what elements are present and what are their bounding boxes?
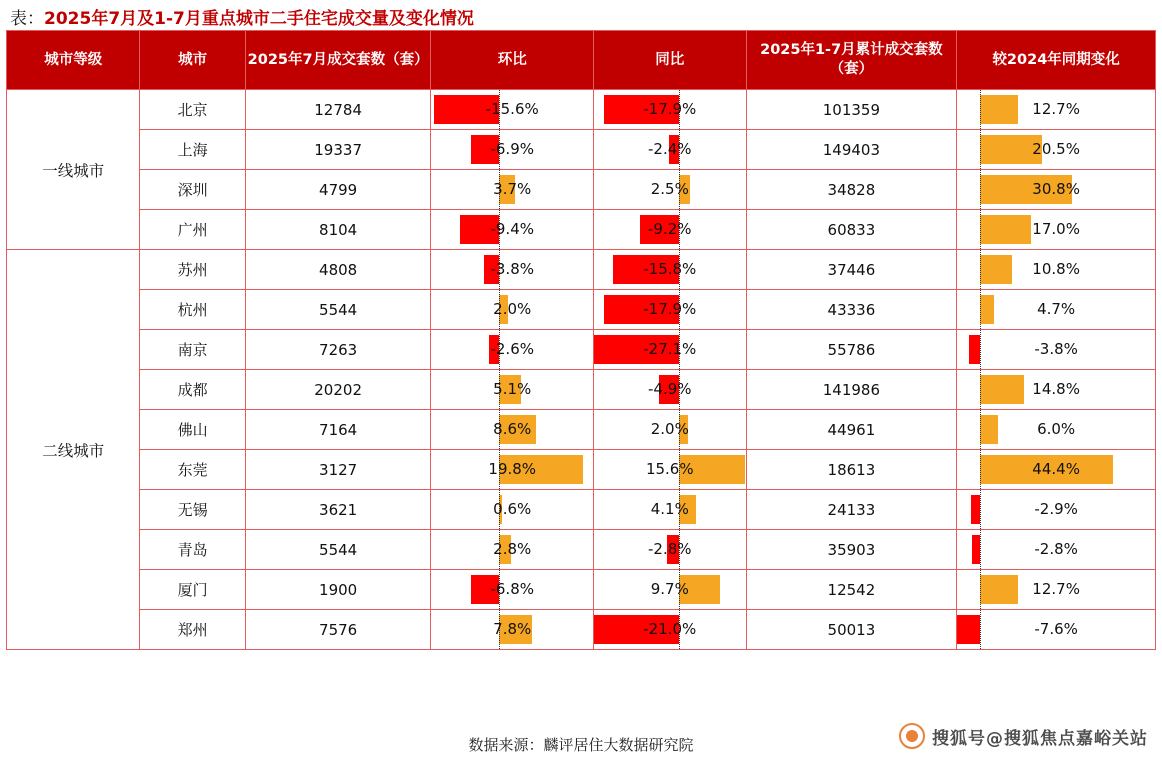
table-row [7, 410, 1156, 450]
table-row [7, 290, 1156, 330]
july-volume-cell: 7576 [245, 610, 431, 650]
cumulative-change-cell [957, 330, 1156, 370]
cumulative-volume-cell: 101359 [746, 90, 957, 130]
yoy-cell-label: -4.9% [648, 380, 692, 398]
yoy-cell [594, 570, 747, 610]
cumulative-change-cell-label: -7.6% [1034, 620, 1078, 638]
mom-cell-label: 2.8% [493, 540, 532, 558]
city-cell: 成都 [140, 370, 245, 410]
yoy-cell [594, 610, 747, 650]
table-row [7, 530, 1156, 570]
yoy-cell [594, 490, 747, 530]
cumulative-change-cell-label: -2.9% [1034, 500, 1078, 518]
title-prefix: 表： [10, 8, 44, 29]
july-volume-cell: 3127 [245, 450, 431, 490]
cumulative-change-cell [957, 170, 1156, 210]
cumulative-volume-cell: 60833 [746, 210, 957, 250]
table-header-row [7, 31, 1156, 90]
cumulative-change-cell [957, 250, 1156, 290]
yoy-cell [594, 370, 747, 410]
cumulative-volume-cell: 37446 [746, 250, 957, 290]
mom-cell [431, 490, 594, 530]
july-volume-cell: 7263 [245, 330, 431, 370]
mom-cell-label: 5.1% [493, 380, 532, 398]
cumulative-change-cell [957, 530, 1156, 570]
table-row [7, 170, 1156, 210]
cumulative-change-cell-label: 10.8% [1032, 260, 1080, 278]
yoy-cell [594, 530, 747, 570]
yoy-cell [594, 410, 747, 450]
yoy-cell-label: 4.1% [650, 500, 689, 518]
cumulative-change-cell [957, 410, 1156, 450]
july-volume-cell: 20202 [245, 370, 431, 410]
city-cell: 深圳 [140, 170, 245, 210]
city-cell: 厦门 [140, 570, 245, 610]
table-row [7, 90, 1156, 130]
cumulative-change-cell [957, 290, 1156, 330]
mom-cell [431, 610, 594, 650]
cumulative-change-cell-label: 12.7% [1032, 580, 1080, 598]
city-cell: 北京 [140, 90, 245, 130]
yoy-cell [594, 450, 747, 490]
mom-cell-label: -15.6% [485, 100, 539, 118]
mom-cell [431, 170, 594, 210]
mom-cell [431, 130, 594, 170]
yoy-cell-label: -17.9% [643, 300, 697, 318]
cumulative-volume-cell: 12542 [746, 570, 957, 610]
yoy-cell [594, 170, 747, 210]
sohu-logo-icon [899, 723, 925, 749]
cumulative-change-cell-label: -3.8% [1034, 340, 1078, 358]
city-cell: 南京 [140, 330, 245, 370]
col-header-july-volume: 2025年7月成交套数（套） [245, 31, 431, 90]
yoy-cell-label: -9.2% [648, 220, 692, 238]
mom-cell [431, 330, 594, 370]
cumulative-volume-cell: 44961 [746, 410, 957, 450]
col-header-cumulative-volume: 2025年1-7月累计成交套数（套） [746, 31, 957, 90]
data-table [6, 30, 1156, 650]
table-row [7, 450, 1156, 490]
col-header-city: 城市 [140, 31, 245, 90]
col-header-mom: 环比 [431, 31, 594, 90]
table-row [7, 570, 1156, 610]
cumulative-change-cell-label: 12.7% [1032, 100, 1080, 118]
mom-cell [431, 370, 594, 410]
mom-cell-label: 7.8% [493, 620, 532, 638]
july-volume-cell: 5544 [245, 530, 431, 570]
cumulative-change-cell [957, 490, 1156, 530]
mom-cell-label: -6.9% [490, 140, 534, 158]
mom-cell-label: -2.6% [490, 340, 534, 358]
tier-cell: 一线城市 [7, 90, 140, 250]
city-cell: 上海 [140, 130, 245, 170]
cumulative-change-cell [957, 450, 1156, 490]
mom-cell [431, 290, 594, 330]
july-volume-cell: 8104 [245, 210, 431, 250]
cumulative-volume-cell: 35903 [746, 530, 957, 570]
cumulative-change-cell [957, 370, 1156, 410]
yoy-cell-label: 15.6% [645, 460, 694, 478]
mom-cell-label: -3.8% [490, 260, 534, 278]
cumulative-volume-cell: 43336 [746, 290, 957, 330]
mom-cell-label: 8.6% [493, 420, 532, 438]
cumulative-change-cell-label: 17.0% [1032, 220, 1080, 238]
yoy-cell-label: -21.0% [643, 620, 697, 638]
mom-cell-label: 19.8% [488, 460, 537, 478]
table-body [7, 90, 1156, 650]
cumulative-volume-cell: 141986 [746, 370, 957, 410]
cumulative-change-cell [957, 570, 1156, 610]
yoy-cell-label: -17.9% [643, 100, 697, 118]
yoy-cell [594, 90, 747, 130]
yoy-cell [594, 210, 747, 250]
mom-cell-label: 0.6% [493, 500, 532, 518]
july-volume-cell: 4808 [245, 250, 431, 290]
yoy-cell-label: -27.1% [643, 340, 697, 358]
mom-cell [431, 450, 594, 490]
city-cell: 郑州 [140, 610, 245, 650]
table-row [7, 330, 1156, 370]
watermark-text: 搜狐号@搜狐焦点嘉峪关站 [932, 728, 1148, 749]
mom-cell [431, 530, 594, 570]
cumulative-change-cell [957, 90, 1156, 130]
col-header-tier: 城市等级 [7, 31, 140, 90]
watermark [899, 723, 1148, 749]
city-cell: 广州 [140, 210, 245, 250]
mom-cell [431, 210, 594, 250]
table-row [7, 370, 1156, 410]
city-cell: 苏州 [140, 250, 245, 290]
tier-cell: 二线城市 [7, 250, 140, 650]
yoy-cell-label: -15.8% [643, 260, 697, 278]
mom-cell [431, 250, 594, 290]
col-header-yoy-cumulative: 较2024年同期变化 [957, 31, 1156, 90]
yoy-cell-label: 2.0% [650, 420, 689, 438]
yoy-cell [594, 290, 747, 330]
city-cell: 无锡 [140, 490, 245, 530]
yoy-cell-label: -2.8% [648, 540, 692, 558]
city-cell: 东莞 [140, 450, 245, 490]
cumulative-volume-cell: 55786 [746, 330, 957, 370]
mom-cell-label: 2.0% [493, 300, 532, 318]
july-volume-cell: 5544 [245, 290, 431, 330]
cumulative-volume-cell: 34828 [746, 170, 957, 210]
mom-cell-label: -9.4% [490, 220, 534, 238]
cumulative-change-cell-label: -2.8% [1034, 540, 1078, 558]
mom-cell [431, 410, 594, 450]
title-text: 2025年7月及1-7月重点城市二手住宅成交量及变化情况 [44, 8, 474, 29]
cumulative-change-cell-label: 6.0% [1037, 420, 1076, 438]
july-volume-cell: 4799 [245, 170, 431, 210]
mom-cell [431, 570, 594, 610]
cumulative-change-cell-label: 14.8% [1032, 380, 1080, 398]
col-header-yoy: 同比 [594, 31, 747, 90]
july-volume-cell: 12784 [245, 90, 431, 130]
mom-cell-label: -6.8% [490, 580, 534, 598]
cumulative-volume-cell: 24133 [746, 490, 957, 530]
july-volume-cell: 1900 [245, 570, 431, 610]
yoy-cell [594, 130, 747, 170]
mom-cell-label: 3.7% [493, 180, 532, 198]
table-row [7, 210, 1156, 250]
cumulative-volume-cell: 18613 [746, 450, 957, 490]
cumulative-change-cell [957, 130, 1156, 170]
cumulative-volume-cell: 50013 [746, 610, 957, 650]
july-volume-cell: 7164 [245, 410, 431, 450]
data-source: 数据来源：麟评居住大数据研究院 [468, 736, 694, 754]
yoy-cell-label: 9.7% [650, 580, 689, 598]
city-cell: 佛山 [140, 410, 245, 450]
cumulative-change-cell-label: 44.4% [1032, 460, 1080, 478]
cumulative-change-cell-label: 30.8% [1032, 180, 1080, 198]
table-row [7, 250, 1156, 290]
table-row [7, 610, 1156, 650]
table-row [7, 490, 1156, 530]
mom-cell [431, 90, 594, 130]
cumulative-change-cell [957, 210, 1156, 250]
cumulative-volume-cell: 149403 [746, 130, 957, 170]
yoy-cell [594, 250, 747, 290]
july-volume-cell: 3621 [245, 490, 431, 530]
cumulative-change-cell-label: 20.5% [1032, 140, 1080, 158]
cumulative-change-cell-label: 4.7% [1037, 300, 1076, 318]
july-volume-cell: 19337 [245, 130, 431, 170]
yoy-cell [594, 330, 747, 370]
yoy-cell-label: -2.4% [648, 140, 692, 158]
cumulative-change-cell [957, 610, 1156, 650]
city-cell: 杭州 [140, 290, 245, 330]
page-title [0, 0, 1162, 30]
city-cell: 青岛 [140, 530, 245, 570]
yoy-cell-label: 2.5% [650, 180, 689, 198]
table-row [7, 130, 1156, 170]
